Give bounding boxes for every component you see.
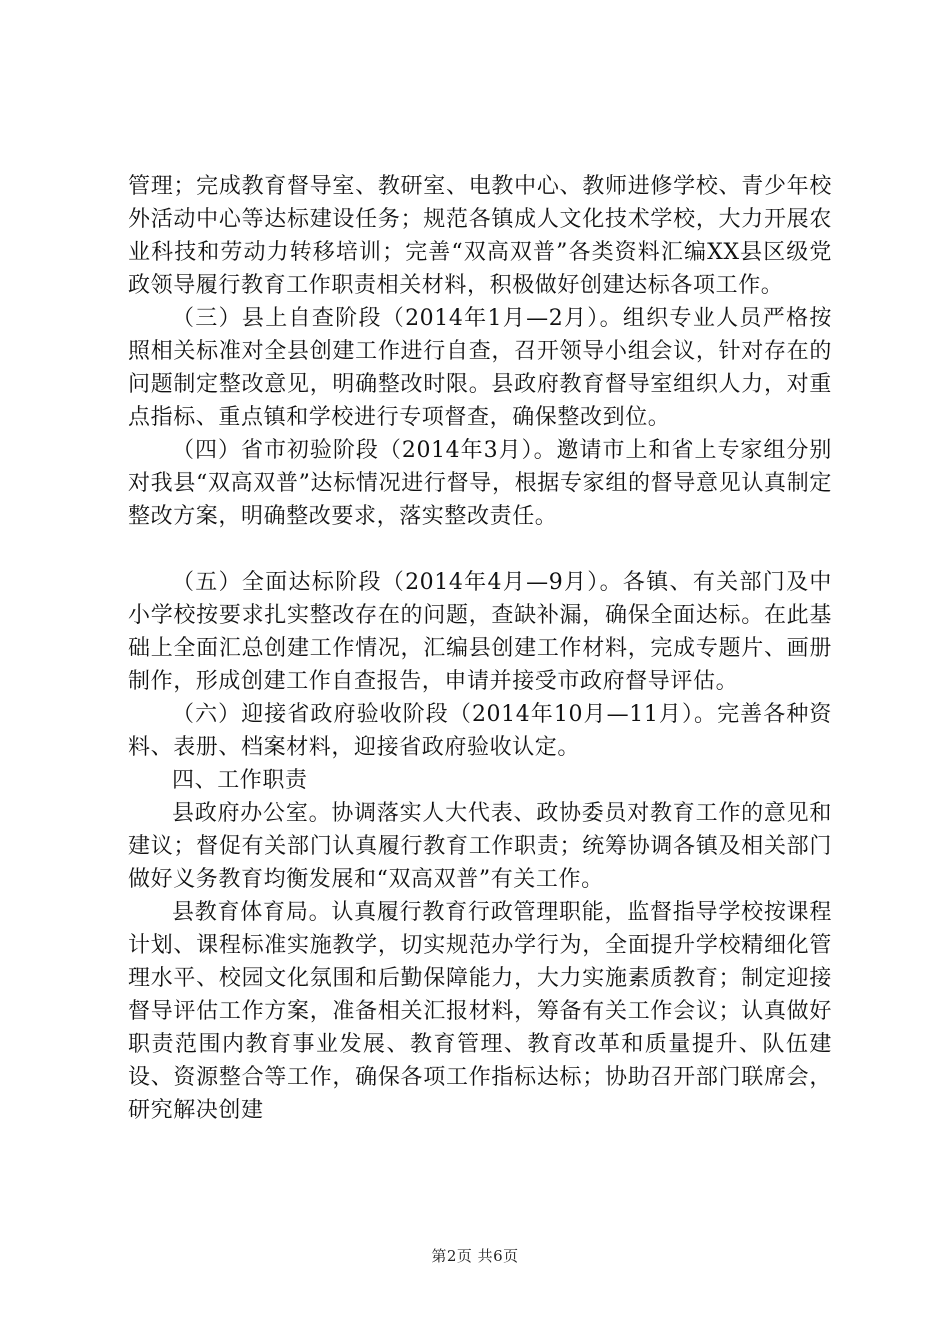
paragraph-education-bureau: 县教育体育局。认真履行教育行政管理职能，监督指导学校按课程计划、课程标准实施教学，切实规范办学行为，全面提升学校精细化管理水平、校园文化氛围和后勤保障能力，大力实施素质教育；制定迎接督导评估工作方案，准备相关汇报材料，筹备有关工作会议；认真做好职责范围内教育事业发展、教育管理、教育改革和质量提升、队伍建设、资源整合等工作，确保各项工作指标达标；协助召开部门联席会，研究解决创建 [128, 900, 832, 1123]
paragraph-continuation: 管理；完成教育督导室、教研室、电教中心、教师进修学校、青少年校外活动中心等达标建设任务；规范各镇成人文化技术学校，大力开展农业科技和劳动力转移培训；完善“双高双普”各类资料汇编XX县区级党政领导履行教育工作职责相关材料，积极做好创建达标各项工作。 [128, 174, 832, 298]
page-number-footer: 第2页 共6页 [431, 1247, 519, 1265]
paragraph-stage-three: （三）县上自查阶段（2014年1月—2月）。组织专业人员严格按照相关标准对全县创建工作进行自查，召开领导小组会议，针对存在的问题制定整改意见，明确整改时限。县政府教育督导室组织人力，对重点指标、重点镇和学校进行专项督查，确保整改到位。 [128, 306, 832, 430]
document-body [128, 170, 832, 1127]
paragraph-county-office: 县政府办公室。协调落实人大代表、政协委员对教育工作的意见和建议；督促有关部门认真履行教育工作职责；统筹协调各镇及相关部门做好义务教育均衡发展和“双高双普”有关工作。 [128, 801, 832, 892]
paragraph-stage-five: （五）全面达标阶段（2014年4月—9月）。各镇、有关部门及中小学校按要求扎实整改存在的问题，查缺补漏，确保全面达标。在此基础上全面汇总创建工作情况，汇编县创建工作材料，完成专题片、画册制作，形成创建工作自查报告，申请并接受市政府督导评估。 [128, 570, 832, 694]
paragraph-stage-four: （四）省市初验阶段（2014年3月）。邀请市上和省上专家组分别对我县“双高双普”达标情况进行督导，根据专家组的督导意见认真制定整改方案，明确整改要求，落实整改责任。 [128, 438, 832, 529]
paragraph-stage-six: （六）迎接省政府验收阶段（2014年10月—11月）。完善各种资料、表册、档案材料，迎接省政府验收认定。 [128, 702, 832, 760]
section-heading-duties: 四、工作职责 [172, 768, 308, 793]
